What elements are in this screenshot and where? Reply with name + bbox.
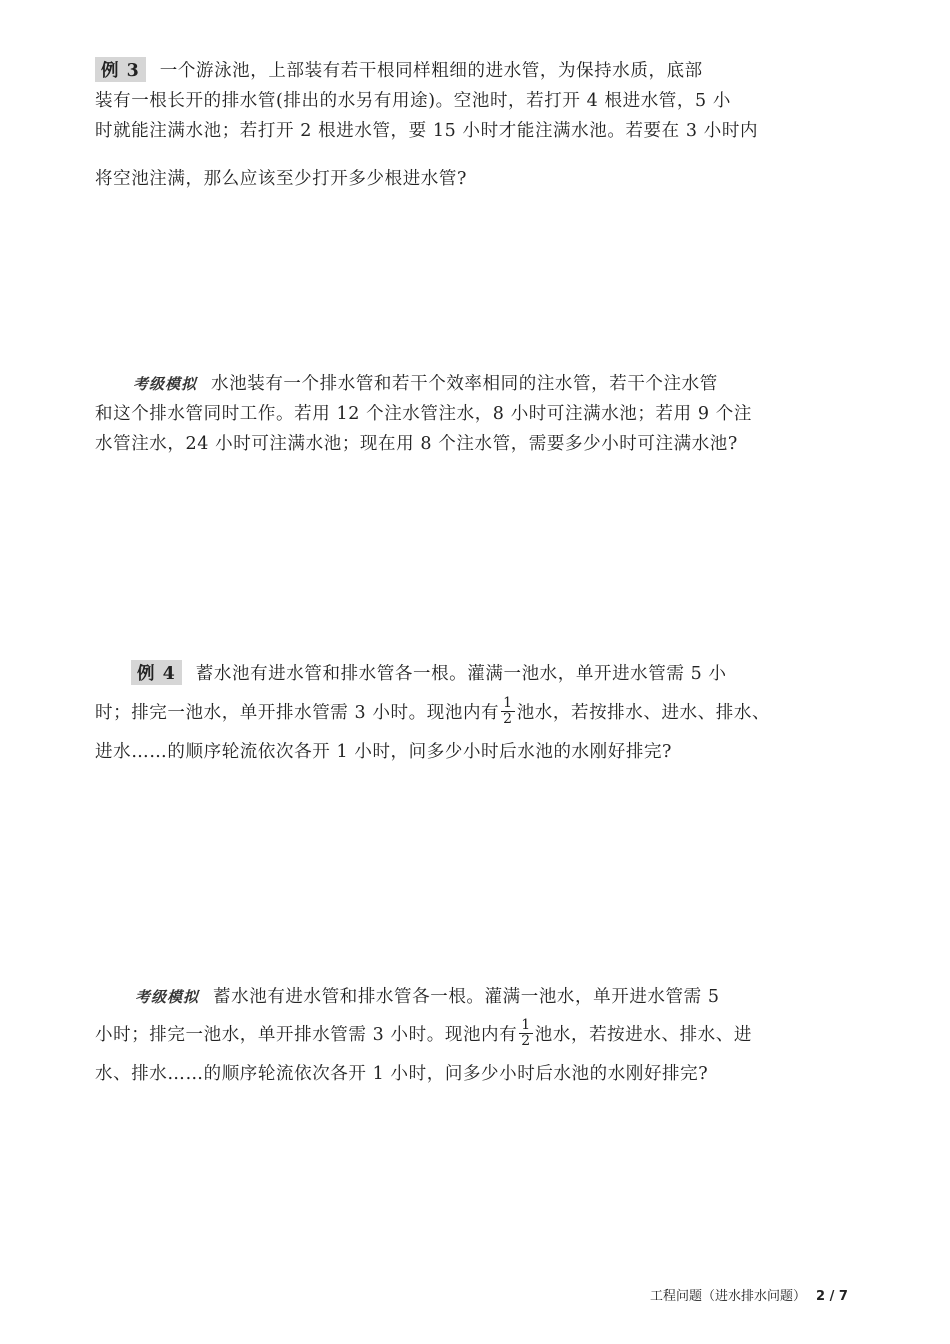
problem-text: 蓄水池有进水管和排水管各一根。灌满一池水，单开进水管需 5 小 <box>195 664 727 684</box>
problem-line <box>95 1017 752 1051</box>
fraction-numerator: 1 <box>521 1017 531 1033</box>
problem-text: 小时；排完一池水，单开排水管需 3 小时。现池内有 <box>95 1025 518 1045</box>
example-tag: 例 3 <box>95 57 146 82</box>
fraction-denominator: 2 <box>521 1033 531 1049</box>
footer-title: 工程问题（进水排水问题） <box>650 1289 807 1304</box>
practice-tag: 考级模拟 <box>135 988 200 1006</box>
problem-text: 池水，若按进水、排水、进 <box>534 1025 752 1045</box>
fraction-numerator: 1 <box>503 695 513 711</box>
problem-text: 池水，若按排水、进水、排水、 <box>516 703 771 723</box>
problem-line <box>135 983 720 1008</box>
problem-line <box>133 370 718 395</box>
fraction-denominator: 2 <box>503 711 513 727</box>
practice-tag: 考级模拟 <box>133 375 198 393</box>
problem-line: 进水……的顺序轮流依次各开 1 小时，问多少小时后水池的水刚好排完? <box>95 742 673 762</box>
problem-line: 水管注水，24 小时可注满水池；现在用 8 个注水管，需要多少小时可注满水池? <box>95 434 738 454</box>
problem-line: 装有一根长开的排水管(排出的水另有用途)。空池时，若打开 4 根进水管，5 小 <box>95 91 732 111</box>
problem-text: 时；排完一池水，单开排水管需 3 小时。现池内有 <box>95 703 500 723</box>
problem-line <box>131 660 727 685</box>
problem-line: 水、排水……的顺序轮流依次各开 1 小时，问多少小时后水池的水刚好排完? <box>95 1064 709 1084</box>
problem-text: 水池装有一个排水管和若干个效率相同的注水管，若干个注水管 <box>211 374 718 394</box>
page-footer <box>650 1285 848 1304</box>
fraction-one-half <box>519 1018 533 1049</box>
problem-line: 和这个排水管同时工作。若用 12 个注水管注水，8 小时可注满水池；若用 9 个注 <box>95 404 752 424</box>
problem-line <box>95 57 703 82</box>
example-tag: 例 4 <box>131 660 182 685</box>
page-number: 2 / 7 <box>816 1289 848 1304</box>
problem-text: 一个游泳池，上部装有若干根同样粗细的进水管，为保持水质，底部 <box>159 61 703 81</box>
problem-line: 时就能注满水池；若打开 2 根进水管，要 15 小时才能注满水池。若要在 3 小时内 <box>95 121 759 141</box>
problem-text: 蓄水池有进水管和排水管各一根。灌满一池水，单开进水管需 5 <box>213 987 720 1007</box>
problem-line <box>95 695 771 729</box>
fraction-one-half <box>501 696 515 727</box>
problem-line: 将空池注满，那么应该至少打开多少根进水管? <box>95 169 467 189</box>
